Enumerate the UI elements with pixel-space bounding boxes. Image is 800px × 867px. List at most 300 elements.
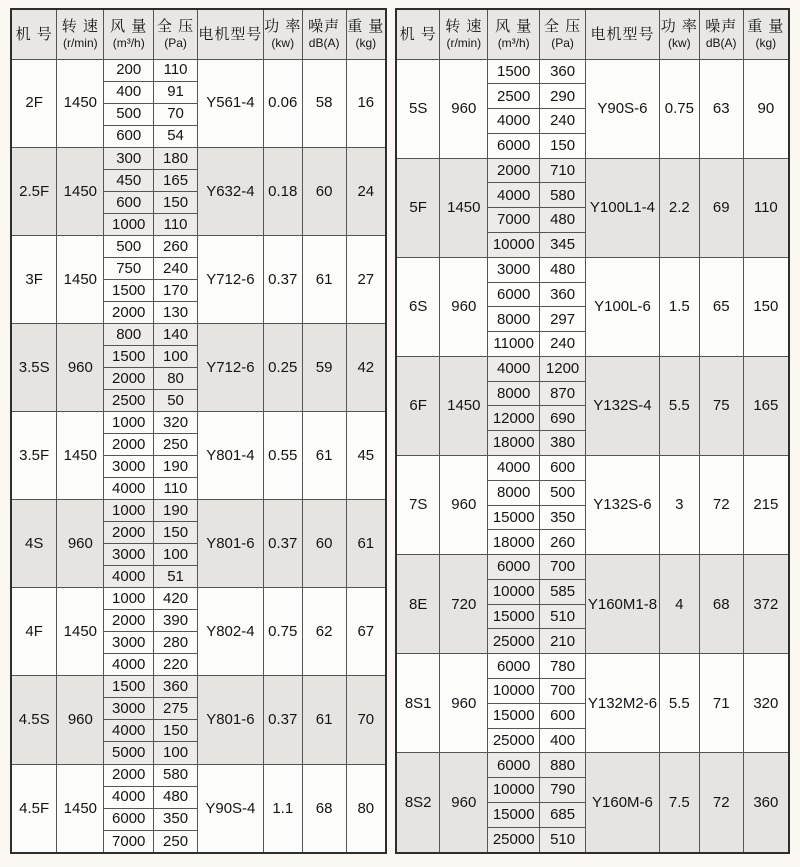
power-cell: 1.1: [263, 764, 302, 853]
pressure-value-cell: 130: [154, 301, 198, 323]
motor-model-cell: Y801-6: [197, 676, 263, 764]
col-header-title: 转 速: [445, 17, 483, 35]
airflow-value-cell: 1500: [104, 676, 154, 698]
pressure-value-cell: 240: [154, 257, 198, 279]
table-row: [396, 59, 789, 84]
col-header-airflow: [488, 9, 540, 59]
pressure-value-cell: 100: [154, 544, 198, 566]
airflow-value-cell: 6000: [488, 753, 540, 778]
weight-cell: 16: [346, 59, 386, 147]
col-header-speed: [440, 9, 488, 59]
airflow-value-cell: 3000: [488, 257, 540, 282]
col-header-motor: [586, 9, 660, 59]
airflow-value-cell: 25000: [488, 629, 540, 654]
airflow-value-cell: 7000: [488, 208, 540, 233]
pressure-value-cell: 700: [540, 679, 586, 704]
noise-cell: 59: [302, 323, 346, 411]
speed-cell: 960: [440, 654, 488, 753]
airflow-value-cell: 12000: [488, 406, 540, 431]
pressure-value-cell: 91: [154, 81, 198, 103]
pressure-value-cell: 297: [540, 307, 586, 332]
pressure-value-cell: 180: [154, 147, 198, 169]
table-header: [396, 9, 789, 59]
pressure-value-cell: 685: [540, 802, 586, 827]
airflow-value-cell: 2000: [104, 610, 154, 632]
col-header-unit: (Pa): [551, 35, 574, 50]
pressure-value-cell: 275: [154, 698, 198, 720]
pressure-value-cell: 100: [154, 345, 198, 367]
airflow-value-cell: 450: [104, 169, 154, 191]
pressure-value-cell: 600: [540, 456, 586, 481]
motor-model-cell: Y160M1-8: [586, 555, 660, 654]
model-cell: 6F: [396, 356, 440, 455]
pressure-value-cell: 54: [154, 125, 198, 147]
col-header-title: 机 号: [15, 25, 53, 43]
airflow-value-cell: 10000: [488, 232, 540, 257]
pressure-value-cell: 70: [154, 103, 198, 125]
power-cell: 0.06: [263, 59, 302, 147]
motor-model-cell: Y132S-4: [586, 356, 660, 455]
pressure-value-cell: 110: [154, 478, 198, 500]
weight-cell: 67: [346, 588, 386, 676]
pressure-value-cell: 110: [154, 213, 198, 235]
airflow-value-cell: 5000: [104, 742, 154, 764]
col-header-airflow: [104, 9, 154, 59]
power-cell: 4: [659, 555, 699, 654]
airflow-value-cell: 2000: [104, 434, 154, 456]
pressure-value-cell: 140: [154, 323, 198, 345]
pressure-value-cell: 260: [154, 235, 198, 257]
col-header-title: 机 号: [399, 25, 437, 43]
speed-cell: 1450: [57, 412, 104, 500]
pressure-value-cell: 250: [154, 434, 198, 456]
airflow-value-cell: 4000: [488, 356, 540, 381]
noise-cell: 63: [699, 59, 743, 158]
col-header-motor: [197, 9, 263, 59]
power-cell: 0.37: [263, 500, 302, 588]
table-row: [396, 158, 789, 183]
table-row: [11, 235, 386, 257]
col-header-pressure: [540, 9, 586, 59]
pressure-value-cell: 420: [154, 588, 198, 610]
motor-model-cell: Y160M-6: [586, 753, 660, 853]
airflow-value-cell: 11000: [488, 332, 540, 357]
noise-cell: 71: [699, 654, 743, 753]
pressure-value-cell: 150: [540, 133, 586, 158]
pressure-value-cell: 360: [540, 282, 586, 307]
model-cell: 3F: [11, 235, 57, 323]
col-header-power: [263, 9, 302, 59]
pressure-value-cell: 480: [154, 786, 198, 808]
pressure-value-cell: 220: [154, 654, 198, 676]
airflow-value-cell: 4000: [488, 109, 540, 134]
power-cell: 1.5: [659, 257, 699, 356]
speed-cell: 1450: [440, 158, 488, 257]
table-row: [396, 257, 789, 282]
airflow-value-cell: 1000: [104, 500, 154, 522]
airflow-value-cell: 4000: [488, 183, 540, 208]
airflow-value-cell: 500: [104, 235, 154, 257]
col-header-noise: [699, 9, 743, 59]
pressure-value-cell: 51: [154, 566, 198, 588]
noise-cell: 62: [302, 588, 346, 676]
motor-model-cell: Y132S-6: [586, 456, 660, 555]
noise-cell: 60: [302, 500, 346, 588]
col-header-unit: (r/min): [446, 35, 482, 50]
power-cell: 5.5: [659, 654, 699, 753]
model-cell: 8S1: [396, 654, 440, 753]
pressure-value-cell: 350: [154, 808, 198, 830]
pressure-value-cell: 360: [540, 59, 586, 84]
table-row: [11, 588, 386, 610]
airflow-value-cell: 4000: [104, 654, 154, 676]
table-row: [11, 412, 386, 434]
airflow-value-cell: 3000: [104, 456, 154, 478]
header-row: [11, 9, 386, 59]
pressure-value-cell: 190: [154, 500, 198, 522]
pressure-value-cell: 480: [540, 257, 586, 282]
airflow-value-cell: 300: [104, 147, 154, 169]
airflow-value-cell: 25000: [488, 728, 540, 753]
airflow-value-cell: 8000: [488, 480, 540, 505]
airflow-value-cell: 1500: [488, 59, 540, 84]
model-cell: 2F: [11, 59, 57, 147]
pressure-value-cell: 880: [540, 753, 586, 778]
pressure-value-cell: 790: [540, 778, 586, 803]
speed-cell: 1450: [440, 356, 488, 455]
col-header-title: 功 率: [264, 17, 302, 35]
pressure-value-cell: 380: [540, 431, 586, 456]
power-cell: 0.75: [659, 59, 699, 158]
pressure-value-cell: 240: [540, 332, 586, 357]
weight-cell: 70: [346, 676, 386, 764]
pressure-value-cell: 80: [154, 367, 198, 389]
airflow-value-cell: 1000: [104, 412, 154, 434]
pressure-value-cell: 100: [154, 742, 198, 764]
power-cell: 0.75: [263, 588, 302, 676]
pressure-value-cell: 600: [540, 703, 586, 728]
col-header-unit: dB(A): [308, 35, 340, 50]
airflow-value-cell: 1500: [104, 345, 154, 367]
pressure-value-cell: 510: [540, 827, 586, 853]
table-row: [11, 59, 386, 81]
pressure-value-cell: 700: [540, 555, 586, 580]
col-header-title: 电机型号: [590, 25, 655, 43]
airflow-value-cell: 2000: [104, 764, 154, 786]
airflow-value-cell: 200: [104, 59, 154, 81]
col-header-unit: dB(A): [705, 35, 737, 50]
power-cell: 2.2: [659, 158, 699, 257]
airflow-value-cell: 400: [104, 81, 154, 103]
pressure-value-cell: 510: [540, 604, 586, 629]
pressure-value-cell: 345: [540, 232, 586, 257]
airflow-value-cell: 10000: [488, 579, 540, 604]
col-header-title: 噪声: [705, 17, 738, 35]
model-cell: 2.5F: [11, 147, 57, 235]
col-header-noise: [302, 9, 346, 59]
col-header-weight: [346, 9, 386, 59]
weight-cell: 215: [743, 456, 789, 555]
airflow-value-cell: 3000: [104, 632, 154, 654]
power-cell: 0.37: [263, 235, 302, 323]
airflow-value-cell: 750: [104, 257, 154, 279]
noise-cell: 68: [302, 764, 346, 853]
airflow-value-cell: 8000: [488, 381, 540, 406]
model-cell: 4F: [11, 588, 57, 676]
weight-cell: 42: [346, 323, 386, 411]
speed-cell: 1450: [57, 588, 104, 676]
col-header-unit: (kg): [355, 35, 377, 50]
noise-cell: 61: [302, 235, 346, 323]
model-cell: 7S: [396, 456, 440, 555]
weight-cell: 45: [346, 412, 386, 500]
motor-model-cell: Y90S-6: [586, 59, 660, 158]
noise-cell: 58: [302, 59, 346, 147]
airflow-value-cell: 2000: [104, 301, 154, 323]
airflow-value-cell: 2500: [104, 389, 154, 411]
pressure-value-cell: 50: [154, 389, 198, 411]
speed-cell: 720: [440, 555, 488, 654]
col-header-unit: (Pa): [164, 35, 187, 50]
header-row: [396, 9, 789, 59]
table-header: [11, 9, 386, 59]
pressure-value-cell: 585: [540, 579, 586, 604]
motor-model-cell: Y132M2-6: [586, 654, 660, 753]
weight-cell: 80: [346, 764, 386, 853]
airflow-value-cell: 2000: [104, 367, 154, 389]
col-header-title: 噪声: [308, 17, 341, 35]
airflow-value-cell: 4000: [488, 456, 540, 481]
speed-cell: 960: [440, 456, 488, 555]
noise-cell: 68: [699, 555, 743, 654]
motor-model-cell: Y802-4: [197, 588, 263, 676]
pressure-value-cell: 210: [540, 629, 586, 654]
motor-model-cell: Y100L1-4: [586, 158, 660, 257]
weight-cell: 24: [346, 147, 386, 235]
airflow-value-cell: 8000: [488, 307, 540, 332]
speed-cell: 960: [440, 257, 488, 356]
table-row: [396, 753, 789, 778]
model-cell: 4.5S: [11, 676, 57, 764]
model-cell: 3.5F: [11, 412, 57, 500]
table-row: [396, 555, 789, 580]
motor-model-cell: Y632-4: [197, 147, 263, 235]
col-header-title: 全 压: [156, 17, 195, 35]
table-row: [11, 323, 386, 345]
pressure-value-cell: 870: [540, 381, 586, 406]
airflow-value-cell: 10000: [488, 778, 540, 803]
speed-cell: 960: [57, 676, 104, 764]
pressure-value-cell: 150: [154, 720, 198, 742]
airflow-value-cell: 600: [104, 191, 154, 213]
col-header-title: 风 量: [495, 17, 533, 35]
col-header-unit: (m³/h): [112, 35, 145, 50]
col-header-model: [11, 9, 57, 59]
col-header-unit: (r/min): [62, 35, 98, 50]
airflow-value-cell: 6000: [488, 654, 540, 679]
col-header-title: 功 率: [660, 17, 698, 35]
motor-model-cell: Y100L-6: [586, 257, 660, 356]
noise-cell: 69: [699, 158, 743, 257]
col-header-title: 全 压: [543, 17, 582, 35]
motor-model-cell: Y801-4: [197, 412, 263, 500]
pressure-value-cell: 390: [154, 610, 198, 632]
col-header-unit: (m³/h): [497, 35, 530, 50]
motor-model-cell: Y712-6: [197, 235, 263, 323]
col-header-title: 风 量: [110, 17, 148, 35]
power-cell: 0.18: [263, 147, 302, 235]
col-header-unit: (kw): [271, 35, 295, 50]
model-cell: 5F: [396, 158, 440, 257]
table-row: [11, 500, 386, 522]
col-header-power: [659, 9, 699, 59]
speed-cell: 1450: [57, 147, 104, 235]
pressure-value-cell: 280: [154, 632, 198, 654]
airflow-value-cell: 15000: [488, 604, 540, 629]
speed-cell: 960: [440, 59, 488, 158]
table-row: [396, 654, 789, 679]
col-header-unit: (kg): [755, 35, 777, 50]
col-header-speed: [57, 9, 104, 59]
motor-model-cell: Y561-4: [197, 59, 263, 147]
airflow-value-cell: 4000: [104, 786, 154, 808]
model-cell: 3.5S: [11, 323, 57, 411]
pressure-value-cell: 350: [540, 505, 586, 530]
power-cell: 0.25: [263, 323, 302, 411]
airflow-value-cell: 18000: [488, 530, 540, 555]
col-header-title: 电机型号: [198, 25, 263, 43]
airflow-value-cell: 800: [104, 323, 154, 345]
pressure-value-cell: 400: [540, 728, 586, 753]
airflow-value-cell: 15000: [488, 703, 540, 728]
airflow-value-cell: 25000: [488, 827, 540, 853]
noise-cell: 72: [699, 753, 743, 853]
pressure-value-cell: 780: [540, 654, 586, 679]
weight-cell: 61: [346, 500, 386, 588]
noise-cell: 72: [699, 456, 743, 555]
pressure-value-cell: 290: [540, 84, 586, 109]
airflow-value-cell: 4000: [104, 566, 154, 588]
pressure-value-cell: 710: [540, 158, 586, 183]
airflow-value-cell: 15000: [488, 802, 540, 827]
col-header-title: 转 速: [61, 17, 99, 35]
table-row: [11, 764, 386, 786]
power-cell: 3: [659, 456, 699, 555]
airflow-value-cell: 6000: [488, 133, 540, 158]
weight-cell: 150: [743, 257, 789, 356]
airflow-value-cell: 18000: [488, 431, 540, 456]
model-cell: 5S: [396, 59, 440, 158]
motor-model-cell: Y90S-4: [197, 764, 263, 853]
speed-cell: 960: [57, 323, 104, 411]
col-header-model: [396, 9, 440, 59]
pressure-value-cell: 110: [154, 59, 198, 81]
power-cell: 7.5: [659, 753, 699, 853]
airflow-value-cell: 2000: [104, 522, 154, 544]
col-header-weight: [743, 9, 789, 59]
table-row: [11, 676, 386, 698]
noise-cell: 61: [302, 676, 346, 764]
col-header-unit: (kw): [668, 35, 691, 50]
airflow-value-cell: 7000: [104, 830, 154, 853]
weight-cell: 320: [743, 654, 789, 753]
pressure-value-cell: 690: [540, 406, 586, 431]
airflow-value-cell: 4000: [104, 478, 154, 500]
pressure-value-cell: 580: [540, 183, 586, 208]
col-header-title: 重 量: [347, 17, 385, 35]
airflow-value-cell: 10000: [488, 679, 540, 704]
model-cell: 4.5F: [11, 764, 57, 853]
motor-model-cell: Y801-6: [197, 500, 263, 588]
airflow-value-cell: 4000: [104, 720, 154, 742]
model-cell: 8S2: [396, 753, 440, 853]
pressure-value-cell: 170: [154, 279, 198, 301]
noise-cell: 61: [302, 412, 346, 500]
noise-cell: 60: [302, 147, 346, 235]
model-cell: 8E: [396, 555, 440, 654]
power-cell: 0.37: [263, 676, 302, 764]
pressure-value-cell: 250: [154, 830, 198, 853]
table-body: [396, 59, 789, 853]
speed-cell: 1450: [57, 764, 104, 853]
weight-cell: 360: [743, 753, 789, 853]
pressure-value-cell: 150: [154, 522, 198, 544]
noise-cell: 75: [699, 356, 743, 455]
pressure-value-cell: 500: [540, 480, 586, 505]
speed-cell: 960: [440, 753, 488, 853]
airflow-value-cell: 500: [104, 103, 154, 125]
table-row: [396, 356, 789, 381]
weight-cell: 90: [743, 59, 789, 158]
col-header-title: 重 量: [747, 17, 785, 35]
pressure-value-cell: 580: [154, 764, 198, 786]
airflow-value-cell: 3000: [104, 544, 154, 566]
airflow-value-cell: 3000: [104, 698, 154, 720]
speed-cell: 960: [57, 500, 104, 588]
pressure-value-cell: 240: [540, 109, 586, 134]
weight-cell: 165: [743, 356, 789, 455]
pressure-value-cell: 165: [154, 169, 198, 191]
power-cell: 0.55: [263, 412, 302, 500]
col-header-pressure: [154, 9, 198, 59]
pressure-value-cell: 320: [154, 412, 198, 434]
noise-cell: 65: [699, 257, 743, 356]
airflow-value-cell: 6000: [488, 555, 540, 580]
model-cell: 4S: [11, 500, 57, 588]
airflow-value-cell: 1500: [104, 279, 154, 301]
pressure-value-cell: 480: [540, 208, 586, 233]
motor-model-cell: Y712-6: [197, 323, 263, 411]
model-cell: 6S: [396, 257, 440, 356]
airflow-value-cell: 6000: [104, 808, 154, 830]
airflow-value-cell: 1000: [104, 588, 154, 610]
airflow-value-cell: 2500: [488, 84, 540, 109]
airflow-value-cell: 600: [104, 125, 154, 147]
table-body: [11, 59, 386, 853]
table-row: [11, 147, 386, 169]
spec-table-right: [395, 8, 790, 854]
airflow-value-cell: 2000: [488, 158, 540, 183]
pressure-value-cell: 360: [154, 676, 198, 698]
pressure-value-cell: 1200: [540, 356, 586, 381]
airflow-value-cell: 15000: [488, 505, 540, 530]
power-cell: 5.5: [659, 356, 699, 455]
airflow-value-cell: 6000: [488, 282, 540, 307]
speed-cell: 1450: [57, 59, 104, 147]
airflow-value-cell: 1000: [104, 213, 154, 235]
weight-cell: 372: [743, 555, 789, 654]
spec-table-left: [10, 8, 387, 854]
